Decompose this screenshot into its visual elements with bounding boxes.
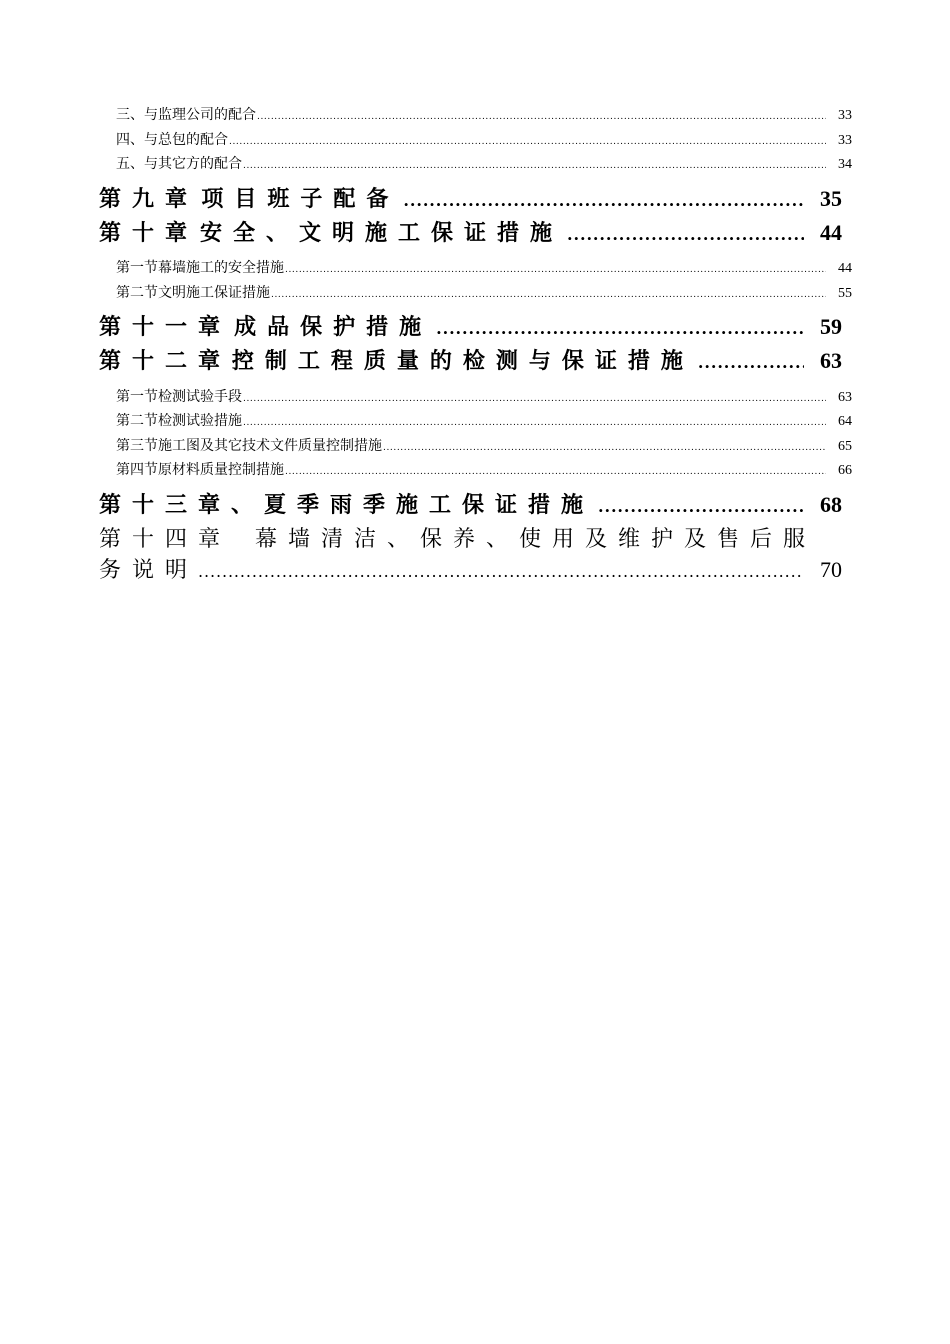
section-title: 幕墙施工的安全措施 [158,260,284,276]
toc-section[interactable] [116,435,852,457]
page-number: 44 [820,220,842,245]
section-number: 第二节 [116,413,158,429]
toc-section[interactable] [116,386,852,408]
page-number: 34 [838,157,852,172]
leader-dots [567,225,804,244]
leader-dots [403,191,804,210]
page-number: 68 [820,492,842,517]
page-number: 33 [838,108,852,123]
chapter-title: 控制工程质量的检测与保证措施 [231,348,694,374]
chapter-title: 成品保护措施 [234,314,433,340]
chapter-number: 第十二章 [99,348,232,374]
chapter-title-continuation: 务说明 [99,558,199,583]
chapter-title: 第十三章、夏季雨季施工保证措施 [99,492,595,518]
section-number: 第三节 [116,438,158,454]
chapter-title-line-1 [99,522,842,553]
leader-dots [243,161,826,171]
leader-dots [436,319,804,338]
page-number: 55 [838,286,852,301]
chapter-number: 第十章 [99,220,199,246]
section-title: 施工图及其它技术文件质量控制措施 [158,438,382,454]
page-number: 35 [820,186,842,211]
leader-dots [243,418,826,428]
page-number: 70 [820,557,842,582]
section-title: 原材料质量控制措施 [158,462,284,478]
section-title: 检测试验措施 [158,413,242,429]
toc-item-label: 四、与总包的配合 [116,132,228,148]
chapter-title: 安全、文明施工保证措施 [200,220,564,246]
page-number: 59 [820,314,842,339]
toc-chapter-9[interactable] [99,182,842,214]
leader-dots [229,137,826,147]
toc-chapter-13[interactable] [99,488,842,520]
toc-item[interactable] [116,129,852,151]
toc-item[interactable] [116,104,852,126]
page-number: 44 [838,261,852,276]
toc-chapter-12[interactable] [99,344,842,376]
toc-item-label: 五、与其它方的配合 [116,156,242,172]
page-number: 33 [838,133,852,148]
leader-dots [257,112,826,122]
chapter-number: 第九章 [99,186,199,212]
page-number: 64 [838,414,852,429]
section-number: 第四节 [116,462,158,478]
chapter-number: 第十一章 [99,314,232,340]
chapter-number: 第十四章 [99,527,232,552]
leader-dots [243,394,826,404]
leader-dots [285,265,826,275]
page-number: 63 [820,348,842,373]
toc-section[interactable] [116,410,852,432]
section-title: 检测试验手段 [158,389,242,405]
section-number: 第一节 [116,389,158,405]
leader-dots [698,353,804,372]
toc-chapter-11[interactable] [99,310,842,342]
section-title: 文明施工保证措施 [158,285,270,301]
toc-section[interactable] [116,459,852,481]
page-number: 65 [838,439,852,454]
toc-item-label: 三、与监理公司的配合 [116,107,256,123]
chapter-title: 项目班子配备 [201,186,400,212]
toc-section[interactable] [116,257,852,279]
chapter-title: 幕墙清洁、保养、使用及维护及售后服 [255,527,817,552]
section-number: 第二节 [116,285,158,301]
toc-item[interactable] [116,153,852,175]
leader-dots [383,443,826,453]
leader-dots [285,467,826,477]
toc-chapter-10[interactable] [99,216,842,248]
toc-section[interactable] [116,282,852,304]
leader-dots [198,562,804,581]
leader-dots [271,290,826,300]
chapter-title-line-2 [99,553,842,584]
page-number: 63 [838,390,852,405]
page-number: 66 [838,463,852,478]
toc-chapter-14[interactable] [99,522,842,584]
section-number: 第一节 [116,260,158,276]
leader-dots [598,497,804,516]
